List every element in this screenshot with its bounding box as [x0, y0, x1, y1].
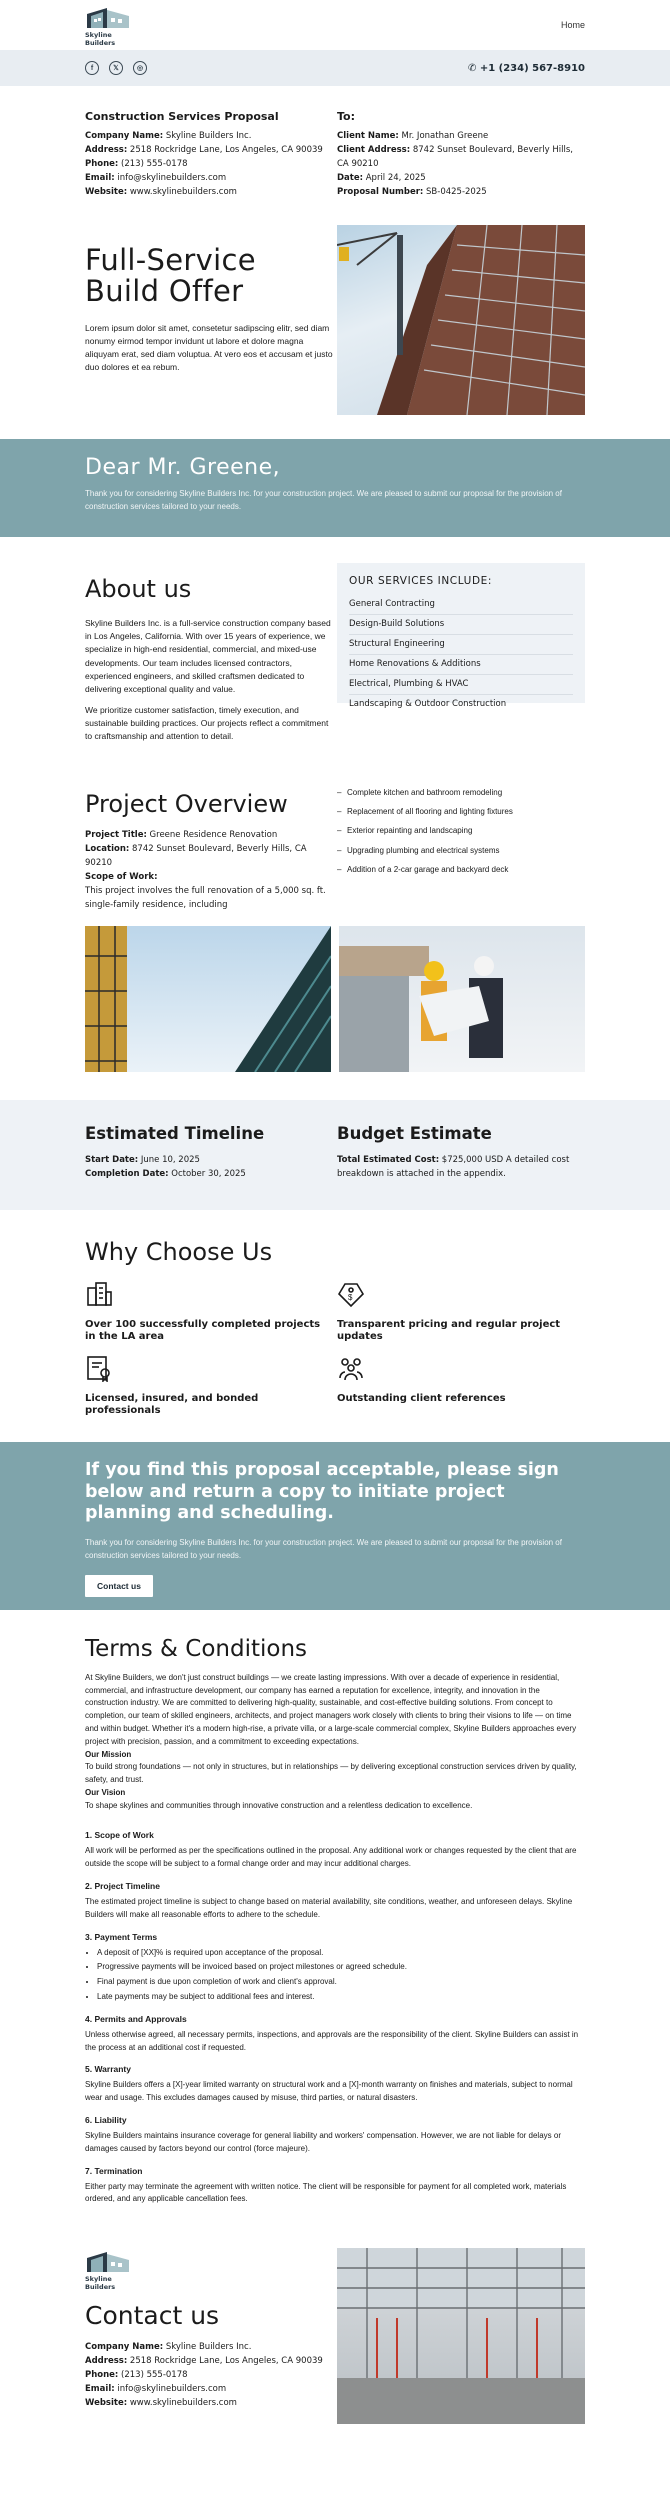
scope-bullet: – Replacement of all flooring and lighting fixtures	[337, 807, 585, 817]
service-item: Electrical, Plumbing & HVAC	[349, 675, 573, 695]
logo[interactable]	[85, 4, 139, 47]
terms-intro: At Skyline Builders, we don't just construct buildings — we create lasting impressions. With over a decade of experience in residential, commercial, and infrastructure development, our company has earned a reputation for excellence, integrity, and innovation in the construction industry. We are committed to delivering high-quality, sustainable, and cost-effective building solutions. From concept to completion, our team of skilled engineers, architects, and project managers work closely with clients to bring their visions to life — on time and within budget. Whether it's a modern high-rise, a private villa, or a large-scale commercial complex, Skyline Builders approaches every project with precision, passion, and a commitment to exceeding expectations.	[85, 1672, 577, 1746]
about-paragraph-1: Skyline Builders Inc. is a full-service construction company based in Los Angeles, California. With over 15 years of experience, we specialize in high-end residential, commercial, and mixed-use developments. Our team includes licensed contractors, experienced engineers, and skilled craftsmen dedicated to delivering exceptional quality and value.	[85, 618, 331, 694]
terms-heading: 3. Payment Terms	[85, 1931, 158, 1942]
services-box	[337, 563, 585, 710]
feature-item	[337, 1354, 585, 1428]
service-item: General Contracting	[349, 595, 573, 615]
build-offer-section	[85, 225, 585, 415]
nav-home-link[interactable]: Home	[560, 20, 585, 30]
total-cost: Total Estimated Cost: $725,000 USD A detailed cost breakdown is attached in the appendix.	[337, 1154, 570, 1179]
about-title: About us	[85, 575, 192, 604]
logo-text: Skyline Builders	[85, 30, 116, 47]
greeting-title: Dear Mr. Greene,	[85, 455, 281, 481]
client-address: Client Address: 8742 Sunset Boulevard, Beverly Hills, CA 90210	[337, 145, 573, 170]
header-phone[interactable]: ✆ +1 (234) 567-8910	[467, 62, 585, 74]
social-bar	[0, 50, 670, 86]
timeline-budget-band	[0, 1100, 670, 1210]
service-item: Home Renovations & Additions	[349, 655, 573, 675]
instagram-icon[interactable]: ◎	[133, 61, 147, 75]
terms-text: Either party may terminate the agreement with written notice. The client will be responsible for payment for all completed work, materials ordered, and any applicable cancellation fees.	[85, 2181, 567, 2204]
offer-title: Full-Service Build Offer	[85, 243, 256, 309]
client-name: Client Name: Mr. Jonathan Greene	[337, 131, 489, 141]
offer-body: Lorem ipsum dolor sit amet, consetetur sadipscing elitr, sed diam nonumy eirmod tempor invidunt ut labore et dolore magna aliquyam erat, sed diam voluptua. At vero eos et accusam et justo duo dolores et ea rebum.	[85, 322, 333, 373]
from-company: Company Name: Skyline Builders Inc.	[85, 131, 252, 141]
building-construction-image	[337, 225, 585, 415]
service-item: Landscaping & Outdoor Construction	[349, 699, 507, 710]
payment-term: • Progressive payments will be invoiced based on project milestones or agreed schedule.	[97, 1961, 585, 1974]
scope-bullet: – Exterior repainting and landscaping	[337, 826, 585, 836]
building-logo-icon	[85, 4, 133, 30]
feature-item	[85, 1354, 333, 1428]
scope-bullet: – Upgrading plumbing and electrical systems	[337, 846, 585, 856]
terms-text: Unless otherwise agreed, all necessary permits, inspections, and approvals are the responsibility of the client. Skyline Builders can assist in the process at an additional cost if requested.	[85, 2029, 579, 2052]
footer-logo[interactable]	[85, 2248, 139, 2291]
scope-bullet-list	[337, 786, 585, 912]
building-logo-icon	[85, 2248, 133, 2274]
logo-text: Skyline Builders	[85, 2275, 116, 2292]
feature-item	[85, 1280, 333, 1354]
service-item: Structural Engineering	[349, 635, 573, 655]
facebook-icon[interactable]: f	[85, 61, 99, 75]
scope-bullet: – Addition of a 2-car garage and backyard deck	[337, 865, 585, 875]
project-photos	[85, 926, 585, 1072]
about-paragraph-2: We prioritize customer satisfaction, timely execution, and sustainable building practices. Our projects reflect a commitment to craftsmanship and attention to detail.	[85, 705, 329, 742]
contact-website[interactable]: Website: www.skylinebuilders.com	[85, 2398, 237, 2409]
payment-terms-list	[85, 1947, 585, 2004]
completion-date: Completion Date: October 30, 2025	[85, 1168, 246, 1179]
start-date: Start Date: June 10, 2025	[85, 1154, 200, 1165]
about-text	[85, 563, 333, 744]
feature-text: Transparent pricing and regular project updates	[337, 1318, 561, 1343]
proposal-to	[337, 110, 585, 199]
vision-text: To shape skylines and communities through innovative construction and a relentless dedication to excellence.	[85, 1800, 473, 1810]
services-list	[349, 595, 573, 714]
greeting-body: Thank you for considering Skyline Builders Inc. for your construction project. We are pleased to submit our proposal for the provision of construction services tailored to your needs.	[85, 489, 562, 511]
payment-term: • A deposit of [XX]% is required upon acceptance of the proposal.	[97, 1947, 585, 1960]
budget-block	[337, 1124, 585, 1181]
site-header	[85, 0, 585, 50]
terms-heading: 2. Project Timeline	[85, 1881, 160, 1892]
service-item: Design-Build Solutions	[349, 615, 573, 635]
from-email[interactable]: Email: info@skylinebuilders.com	[85, 173, 227, 184]
scope-label: Scope of Work:	[85, 871, 158, 882]
contact-section	[85, 2248, 585, 2424]
offer-text	[85, 225, 333, 415]
buildings-icon	[85, 1280, 113, 1308]
contact-address: Address: 2518 Rockridge Lane, Los Angeles, CA 90039	[85, 2356, 323, 2367]
overview-title: Project Overview	[85, 789, 288, 818]
contact-details	[85, 2248, 333, 2424]
proposal-details	[85, 86, 585, 199]
terms-heading: 6. Liability	[85, 2115, 127, 2126]
terms-heading: 7. Termination	[85, 2165, 143, 2176]
cta-band	[0, 1442, 670, 1610]
payment-term: • Final payment is due upon completion of work and client's approval.	[97, 1976, 585, 1989]
svg-text:$: $	[348, 1292, 353, 1302]
feature-text: Licensed, insured, and bonded professionals	[85, 1392, 259, 1417]
terms-title: Terms & Conditions	[85, 1635, 308, 1662]
terms-text: The estimated project timeline is subject to change based on material availability, site conditions, weather, and unforeseen delays. Skyline Builders will make all reasonable efforts to adhere to the schedule.	[85, 1897, 573, 1919]
why-title: Why Choose Us	[85, 1237, 273, 1266]
construction-site-image	[337, 2248, 585, 2424]
budget-title: Budget Estimate	[337, 1123, 492, 1143]
terms-text: Skyline Builders offers a [X]-year limited warranty on structural work and a [X]-month warranty on finishes and materials, subject to normal wear and usage. This excludes damages caused by misuse, third parties, or natural disasters.	[85, 2080, 573, 2103]
project-title: Project Title: Greene Residence Renovation	[85, 829, 278, 840]
terms-text: Skyline Builders maintains insurance coverage for general liability and workers' compensation. However, we are not liable for delays or damages caused by factors beyond our control (force majeure).	[85, 2131, 561, 2153]
timeline-block	[85, 1124, 333, 1181]
phone-number: +1 (234) 567-8910	[479, 62, 585, 74]
contact-us-button[interactable]: Contact us	[85, 1575, 153, 1597]
project-location: Location: 8742 Sunset Boulevard, Beverly Hills, CA 90210	[85, 843, 307, 868]
proposal-number: Proposal Number: SB-0425-2025	[337, 187, 487, 198]
terms-text: All work will be performed as per the specifications outlined in the proposal. Any additional work or changes requested by the client that are outside the scope will be subject to a formal change order and may incur additional charges.	[85, 1846, 577, 1869]
engineers-blueprint-photo	[339, 926, 585, 1072]
feature-text: Over 100 successfully completed projects in the LA area	[85, 1318, 321, 1343]
x-twitter-icon[interactable]: 𝕏	[109, 61, 123, 75]
feature-text: Outstanding client references	[337, 1392, 506, 1404]
contact-company: Company Name: Skyline Builders Inc.	[85, 2342, 252, 2353]
proposal-title: Construction Services Proposal	[85, 110, 279, 123]
timeline-title: Estimated Timeline	[85, 1123, 265, 1143]
from-address: Address: 2518 Rockridge Lane, Los Angeles, CA 90039	[85, 145, 323, 156]
cta-body: Thank you for considering Skyline Builders Inc. for your construction project. We are pleased to submit our proposal for the provision of construction services tailored to your needs.	[85, 1538, 562, 1561]
from-phone: Phone: (213) 555-0178	[85, 159, 188, 170]
feature-grid	[85, 1280, 585, 1428]
scope-text: This project involves the full renovation of a 5,000 sq. ft. single-family residence, including	[85, 885, 326, 910]
proposal-from	[85, 110, 333, 199]
proposal-date: Date: April 24, 2025	[337, 173, 426, 184]
contact-phone[interactable]: Phone: (213) 555-0178	[85, 2370, 188, 2381]
team-icon	[337, 1354, 365, 1382]
scaffolding-photo	[85, 926, 331, 1072]
overview-details	[85, 786, 333, 912]
price-tag-icon	[337, 1280, 365, 1308]
terms-section	[85, 1636, 585, 2207]
payment-term: • Late payments may be subject to additional fees and interest.	[97, 1991, 585, 2004]
from-website[interactable]: Website: www.skylinebuilders.com	[85, 187, 237, 198]
services-title: OUR SERVICES INCLUDE:	[349, 575, 493, 588]
about-section	[85, 563, 585, 744]
mission-text: To build strong foundations — not only in structures, but in relationships — by delivering exceptional construction services driven by quality, safety, and trust.	[85, 1762, 577, 1785]
project-overview-section	[85, 786, 585, 912]
to-title: To:	[337, 110, 355, 123]
mission-heading: Our Mission	[85, 1749, 132, 1759]
feature-item	[337, 1280, 585, 1354]
cta-title: If you find this proposal acceptable, please sign below and return a copy to initiate project planning and scheduling.	[85, 1459, 559, 1524]
terms-heading: 5. Warranty	[85, 2064, 131, 2075]
greeting-band	[0, 439, 670, 537]
certificate-icon	[85, 1354, 113, 1382]
scope-bullet: – Complete kitchen and bathroom remodeling	[337, 788, 585, 798]
contact-email[interactable]: Email: info@skylinebuilders.com	[85, 2384, 227, 2395]
terms-heading: 4. Permits and Approvals	[85, 2013, 187, 2024]
vision-heading: Our Vision	[85, 1787, 126, 1797]
terms-heading: 1. Scope of Work	[85, 1830, 154, 1841]
why-choose-us-section	[85, 1238, 585, 1428]
contact-title: Contact us	[85, 2301, 220, 2331]
